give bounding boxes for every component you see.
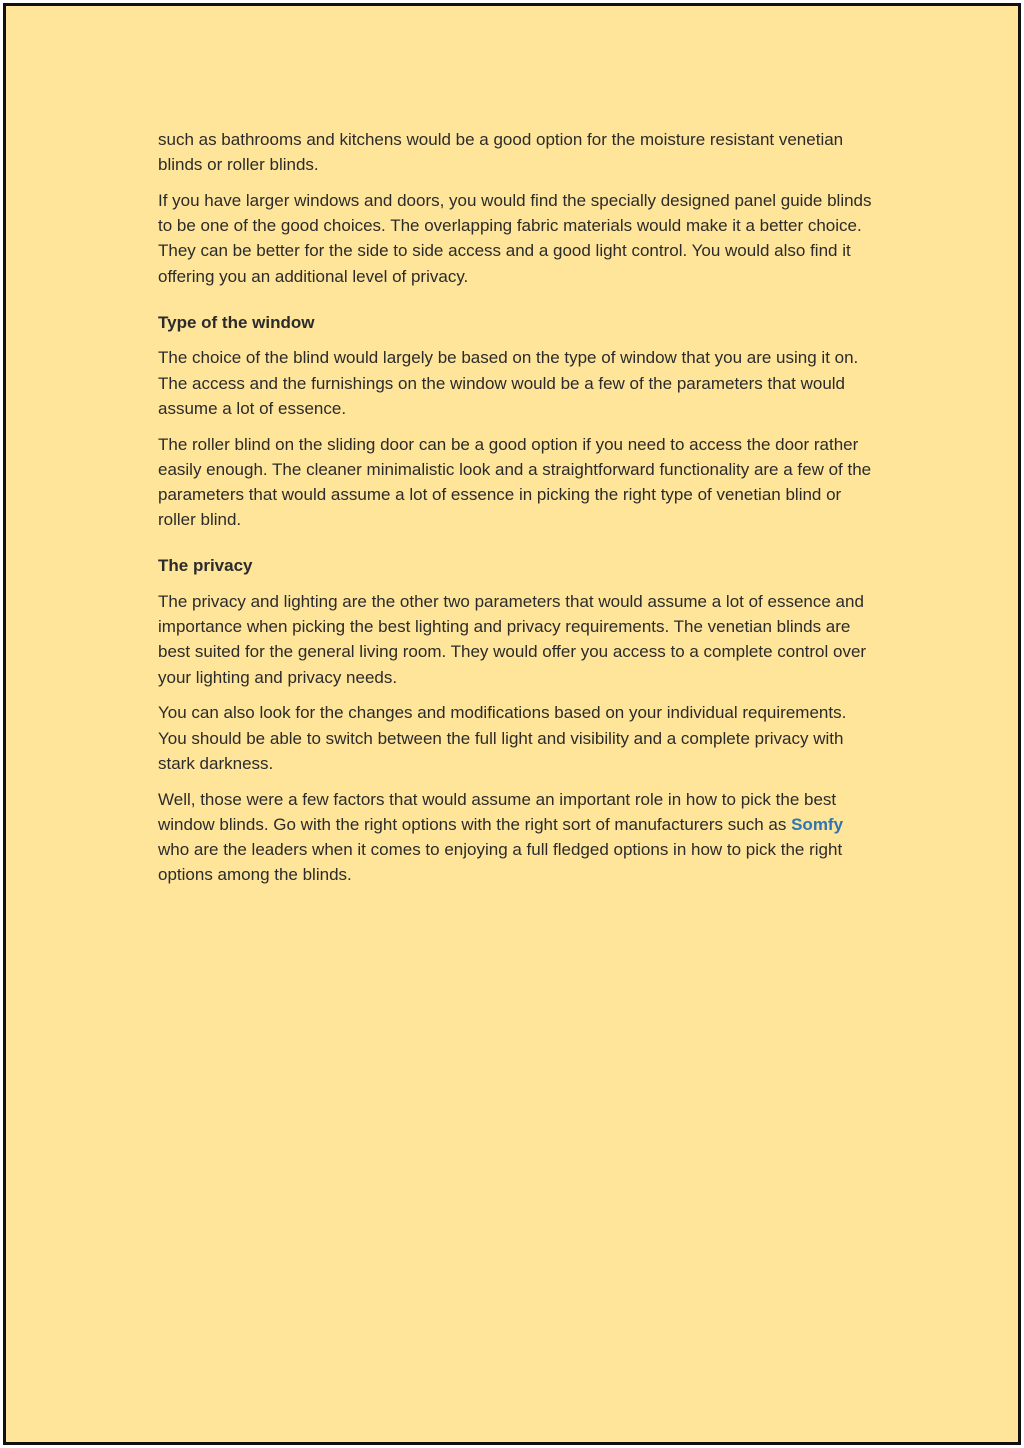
- conclusion-text-after: who are the leaders when it comes to enjoying a full fledged options in how to pick the right options among the blinds.: [158, 840, 843, 885]
- paragraph-privacy-lighting: The privacy and lighting are the other two parameters that would assume a lot of essence and importance when picking the best lighting and privacy requirements. The venetian blinds are best suited for the general living room. They would offer you access to a complete control over your lighting and privacy needs.: [158, 592, 867, 687]
- paragraph-moisture-blinds: such as bathrooms and kitchens would be a good option for the moisture resistant venetian blinds or roller blinds.: [158, 130, 844, 175]
- paragraph-roller-blind-sliding-door: The roller blind on the sliding door can be a good option if you need to access the door rather easily enough. The cleaner minimalistic look and a straightforward functionality are a few of the parameters that would assume a lot of essence in picking the right type of venetian blind or roller blind.: [158, 434, 872, 530]
- article-body: [158, 127, 874, 898]
- heading-privacy: The privacy: [158, 556, 253, 576]
- paragraph-panel-guide-blinds: If you have larger windows and doors, you would find the specially designed panel guide blinds to be one of the good choices. The overlapping fabric materials would make it a better choice. They can be better for the side to side access and a good light control. You would also find it offering you an additional level of privacy.: [158, 191, 872, 286]
- heading-type-of-window: Type of the window: [158, 312, 315, 332]
- paragraph-window-type: The choice of the blind would largely be based on the type of window that you are using it on. The access and the furnishings on the window would be a few of the parameters that would assume a lot of essence.: [158, 348, 859, 418]
- paragraph-conclusion: [158, 787, 874, 888]
- paragraph-modifications: You can also look for the changes and modifications based on your individual requirements. You should be able to switch between the full light and visibility and a complete privacy with stark darkness.: [158, 703, 847, 773]
- conclusion-text-before: Well, those were a few factors that would assume an important role in how to pick the best window blinds. Go with the right options with the right sort of manufacturers such as: [158, 789, 837, 834]
- somfy-link[interactable]: Somfy: [791, 814, 844, 834]
- document-page: [3, 3, 1021, 1445]
